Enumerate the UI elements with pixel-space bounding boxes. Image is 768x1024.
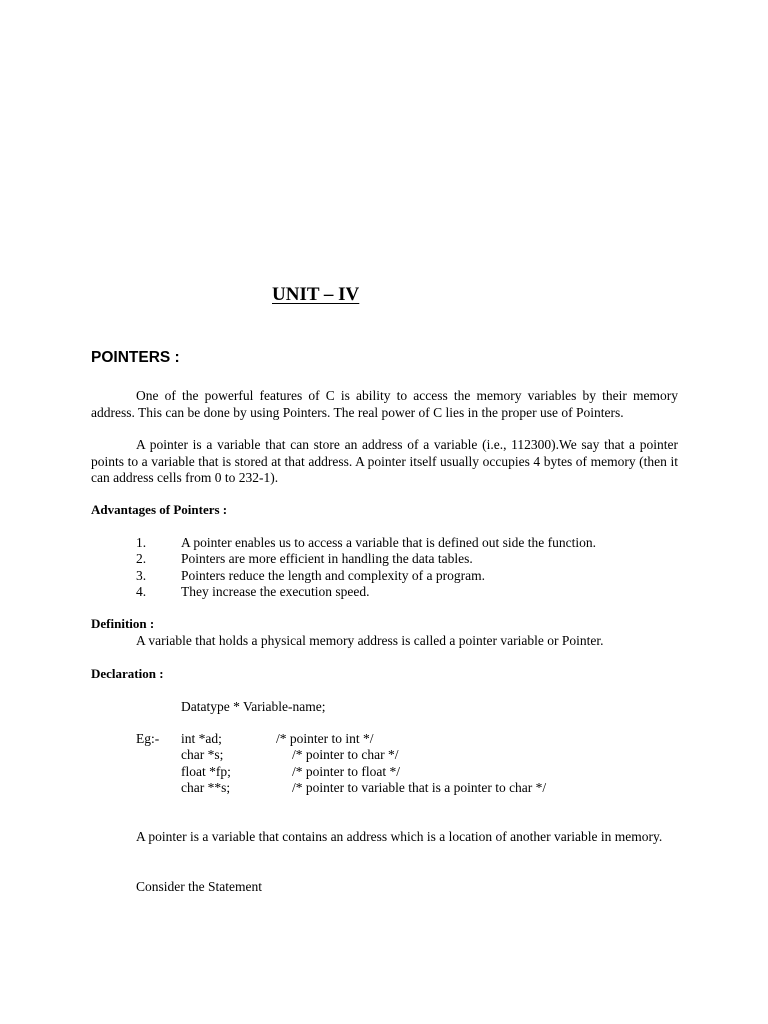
definition-heading: Definition : bbox=[91, 616, 155, 631]
section-title-pointers: POINTERS : bbox=[91, 349, 180, 366]
list-item bbox=[136, 551, 473, 567]
unit-title: UNIT – IV bbox=[272, 284, 360, 305]
example-comment: /* pointer to char */ bbox=[292, 747, 399, 762]
closing-paragraph bbox=[91, 829, 678, 846]
intro-paragraph-2-text: A pointer is a variable that can store an address of a variable (i.e., 112300).We say that a pointer points to a variable that is stored at that address. A pointer itself usually occupies 4 bytes of memory (then it can address cells from 0 to 232-1). bbox=[91, 437, 678, 485]
list-item bbox=[136, 568, 485, 584]
list-item bbox=[136, 584, 370, 600]
example-comment: /* pointer to float */ bbox=[292, 764, 400, 779]
intro-paragraph-1 bbox=[91, 388, 678, 421]
intro-paragraph-1-text: One of the powerful features of C is ability to access the memory variables by their memory address. This can be done by using Pointers. The real power of C lies in the proper use of Pointers. bbox=[91, 388, 678, 420]
list-item-text: They increase the execution speed. bbox=[181, 584, 370, 599]
example-comment: /* pointer to variable that is a pointer to char */ bbox=[292, 780, 547, 795]
list-item-number: 1. bbox=[136, 535, 147, 550]
example-code: int *ad; bbox=[181, 731, 222, 746]
list-item bbox=[136, 535, 596, 551]
consider-statement: Consider the Statement bbox=[136, 879, 262, 894]
advantages-heading: Advantages of Pointers : bbox=[91, 502, 228, 517]
list-item-text: A pointer enables us to access a variable that is defined out side the function. bbox=[181, 535, 596, 550]
list-item-number: 2. bbox=[136, 551, 147, 566]
example-label: Eg:- bbox=[136, 731, 160, 746]
list-item-text: Pointers reduce the length and complexity of a program. bbox=[181, 568, 486, 583]
list-item-number: 3. bbox=[136, 568, 147, 583]
example-code: char *s; bbox=[181, 747, 224, 762]
example-comment: /* pointer to int */ bbox=[276, 731, 374, 746]
list-item-number: 4. bbox=[136, 584, 147, 599]
example-code: float *fp; bbox=[181, 764, 231, 779]
intro-paragraph-2 bbox=[91, 437, 678, 487]
list-item-text: Pointers are more efficient in handling the data tables. bbox=[181, 551, 473, 566]
definition-text: A variable that holds a physical memory address is called a pointer variable or Pointer. bbox=[136, 633, 604, 648]
closing-paragraph-text: A pointer is a variable that contains an address which is a location of another variable in memory. bbox=[136, 829, 663, 844]
example-code: char **s; bbox=[181, 780, 231, 795]
declaration-heading: Declaration : bbox=[91, 666, 164, 681]
declaration-syntax: Datatype * Variable-name; bbox=[181, 699, 326, 714]
